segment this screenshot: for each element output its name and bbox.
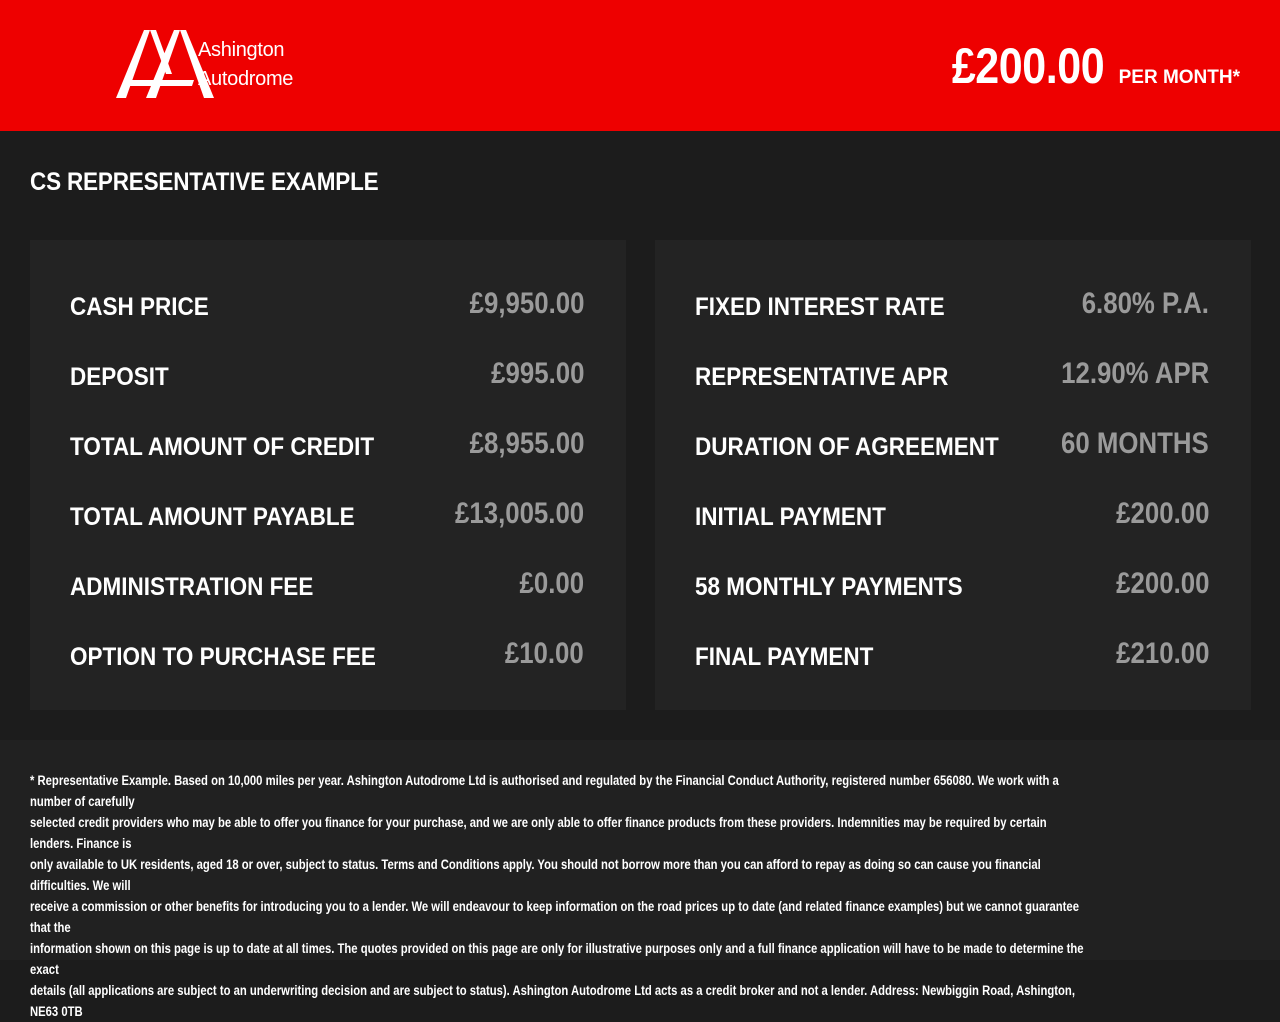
- per-month-label: PER MONTH*: [1118, 67, 1240, 88]
- finance-panel-right: [655, 240, 1251, 710]
- finance-row: [695, 427, 1209, 467]
- row-label: REPRESENTATIVE APR: [695, 363, 949, 391]
- row-value: £200.00: [1115, 497, 1209, 530]
- row-label: TOTAL AMOUNT OF CREDIT: [70, 433, 375, 461]
- brand-logo: [116, 28, 326, 102]
- finance-row: [70, 497, 584, 537]
- brand-name-line2: Autodrome: [198, 68, 294, 90]
- monthly-price-amount: £200.00: [952, 38, 1105, 94]
- row-value: £200.00: [1115, 567, 1209, 600]
- finance-row: [695, 567, 1209, 607]
- row-value: £13,005.00: [454, 497, 584, 530]
- section-title: CS REPRESENTATIVE EXAMPLE: [30, 168, 379, 196]
- row-value: £995.00: [490, 357, 584, 390]
- finance-row: [70, 287, 584, 327]
- row-value: 6.80% P.A.: [1081, 287, 1209, 320]
- monthly-price: [927, 36, 1240, 96]
- row-label: OPTION TO PURCHASE FEE: [70, 643, 376, 671]
- finance-row: [695, 497, 1209, 537]
- brand-name: [198, 36, 293, 94]
- finance-row: [70, 427, 584, 467]
- row-value: 60 MONTHS: [1061, 427, 1209, 460]
- disclaimer-section: [0, 740, 1280, 1019]
- row-value: 12.90% APR: [1060, 357, 1209, 390]
- row-label: TOTAL AMOUNT PAYABLE: [70, 503, 355, 531]
- brand-name-line1: Ashington: [198, 39, 285, 61]
- row-value: £210.00: [1115, 637, 1209, 670]
- disclaimer-line: details (all applications are subject to an underwriting decision and are subject to status). Ashington Autodrome Ltd acts as a credit broker and not a lender. Address: Newbiggin Road, Ashington, NE63 0TB: [30, 983, 1075, 1019]
- disclaimer-line: selected credit providers who may be able to offer you finance for your purchase, and we are only able to offer finance products from these providers. Indemnities may be required by certain lenders. Finance is: [30, 815, 1047, 851]
- disclaimer-line: information shown on this page is up to date at all times. The quotes provided on this page are only for illustrative purposes only and a full finance application will have to be made to determine the exact: [30, 941, 1084, 977]
- row-value: £8,955.00: [469, 427, 584, 460]
- finance-row: [695, 287, 1209, 327]
- row-value: £9,950.00: [469, 287, 584, 320]
- row-label: 58 MONTHLY PAYMENTS: [695, 573, 963, 601]
- finance-row: [70, 637, 584, 677]
- aa-logo-icon: [116, 28, 200, 102]
- row-label: CASH PRICE: [70, 293, 209, 321]
- row-label: DEPOSIT: [70, 363, 169, 391]
- finance-row: [695, 357, 1209, 397]
- finance-row: [695, 637, 1209, 677]
- row-value: £0.00: [519, 567, 584, 600]
- row-label: INITIAL PAYMENT: [695, 503, 886, 531]
- row-label: FINAL PAYMENT: [695, 643, 874, 671]
- disclaimer-line: receive a commission or other benefits for introducing you to a lender. We will endeavour to keep information on the road prices up to date (and related finance examples) but we cannot guarantee that the: [30, 899, 1079, 935]
- finance-row: [70, 357, 584, 397]
- header-bar: [0, 0, 1280, 131]
- row-value: £10.00: [505, 637, 584, 670]
- disclaimer-text: [30, 770, 1090, 1022]
- row-label: ADMINISTRATION FEE: [70, 573, 314, 601]
- disclaimer-line: only available to UK residents, aged 18 or over, subject to status. Terms and Conditions apply. You should not borrow more than you can afford to repay as doing so can cause you financial difficulties. We will: [30, 857, 1041, 893]
- finance-row: [70, 567, 584, 607]
- finance-panel-left: [30, 240, 626, 710]
- row-label: FIXED INTEREST RATE: [695, 293, 945, 321]
- row-label: DURATION OF AGREEMENT: [695, 433, 999, 461]
- disclaimer-line: * Representative Example. Based on 10,000 miles per year. Ashington Autodrome Ltd is authorised and regulated by the Financial Conduct Authority, registered number 656080. We work with a number of carefully: [30, 773, 1059, 809]
